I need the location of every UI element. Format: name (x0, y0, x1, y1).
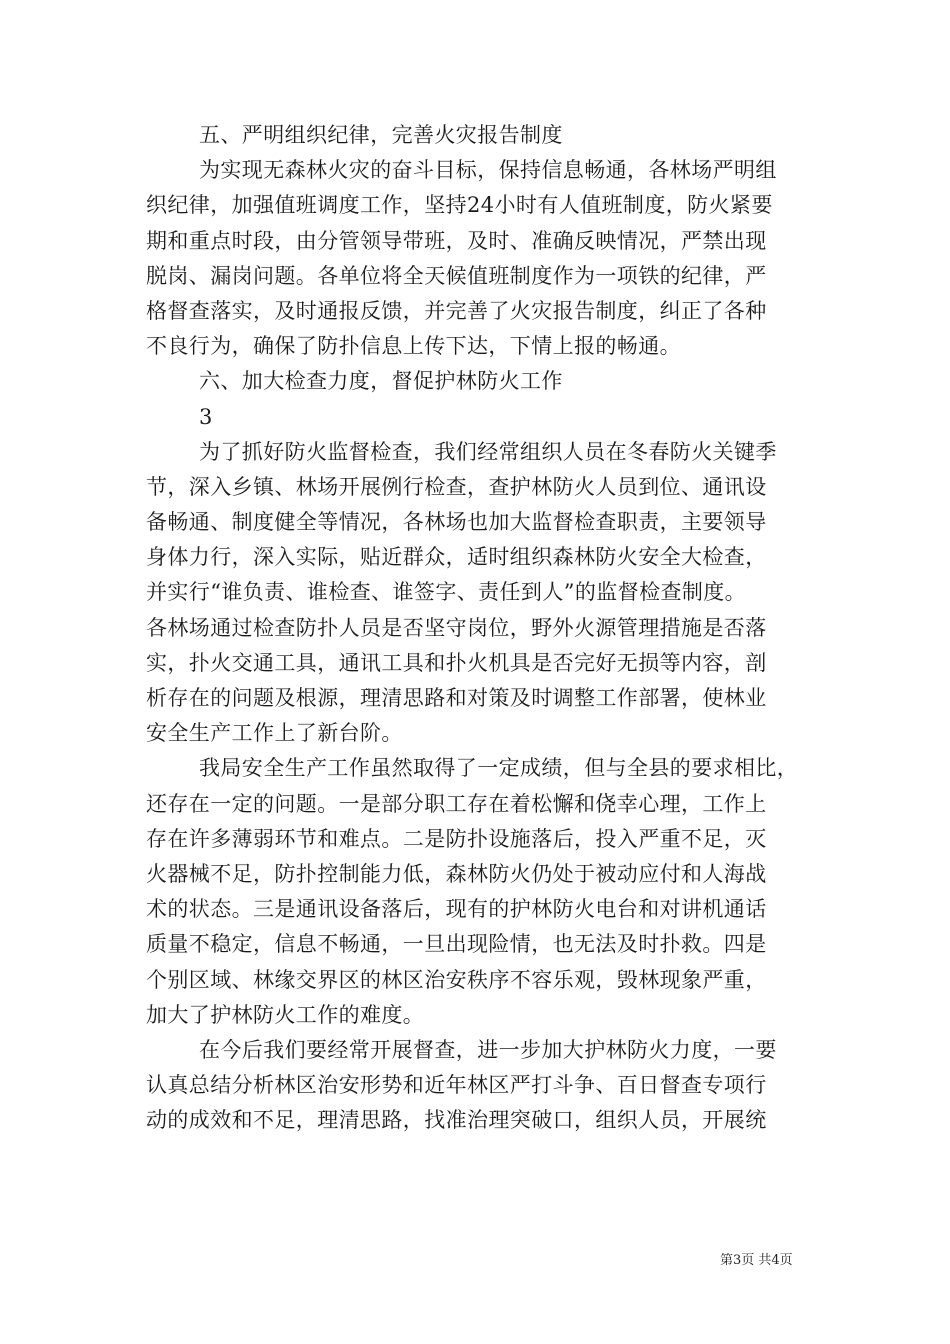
text-line: 节，深入乡镇、林场开展例行检查，查护林防火人员到位、通讯设 (146, 474, 767, 499)
text-line: 质量不稳定，信息不畅通，一旦出现险情，也无法及时扑救。四是 (146, 932, 767, 957)
page-number: 第3页 共4页 (720, 1253, 793, 1268)
text-line: 火器械不足，防扑控制能力低，森林防火仍处于被动应付和人海战 (146, 861, 767, 886)
text-line: 安全生产工作上了新台阶。 (146, 721, 403, 746)
text-line: 织纪律，加强值班调度工作，坚持24小时有人值班制度，防火紧要 (146, 193, 773, 218)
text-line: 我局安全生产工作虽然取得了一定成绩，但与全县的要求相比， (199, 756, 799, 781)
text-line: 加大了护林防火工作的难度。 (146, 1002, 425, 1027)
text-line: 身体力行，深入实际，贴近群众，适时组织森林防火安全大检查， (146, 545, 767, 570)
text-line: 3 (199, 404, 213, 429)
text-line: 还存在一定的问题。一是部分职工存在着松懈和侥幸心理，工作上 (146, 791, 767, 816)
text-line: 六、加大检查力度，督促护林防火工作 (199, 369, 563, 394)
text-line: 不良行为，确保了防扑信息上传下达，下情上报的畅通。 (146, 334, 681, 359)
text-line: 各林场通过检查防扑人员是否坚守岗位，野外火源管理措施是否落 (146, 615, 767, 640)
text-line: 术的状态。三是通讯设备落后，现有的护林防火电台和对讲机通话 (146, 897, 767, 922)
text-line: 为了抓好防火监督检查，我们经常组织人员在冬春防火关键季 (199, 439, 777, 464)
text-line: 备畅通、制度健全等情况，各林场也加大监督检查职责，主要领导 (146, 510, 767, 535)
text-line: 个别区域、林缘交界区的林区治安秩序不容乐观，毁林现象严重， (146, 967, 767, 992)
text-line: 五、严明组织纪律，完善火灾报告制度 (199, 123, 563, 147)
text-line: 为实现无森林火灾的奋斗目标，保持信息畅通，各林场严明组 (199, 158, 777, 183)
text-line: 在今后我们要经常开展督查，进一步加大护林防火力度，一要 (199, 1037, 777, 1062)
text-line: 脱岗、漏岗问题。各单位将全天候值班制度作为一项铁的纪律，严 (146, 263, 767, 288)
text-line: 动的成效和不足，理清思路，找准治理突破口，组织人员，开展统 (146, 1108, 767, 1133)
text-line: 并实行“谁负责、谁检查、谁签字、责任到人”的监督检查制度。 (146, 580, 747, 605)
text-line: 格督查落实，及时通报反馈，并完善了火灾报告制度，纠正了各种 (146, 298, 767, 323)
text-line: 存在许多薄弱环节和难点。二是防扑设施落后，投入严重不足，灭 (146, 826, 767, 851)
document-body (146, 118, 806, 1138)
text-line: 实，扑火交通工具，通讯工具和扑火机具是否完好无损等内容，剖 (146, 650, 767, 675)
text-line: 期和重点时段，由分管领导带班，及时、准确反映情况，严禁出现 (146, 228, 767, 253)
text-line: 认真总结分析林区治安形势和近年林区严打斗争、百日督查专项行 (146, 1073, 767, 1098)
text-line: 析存在的问题及根源，理清思路和对策及时调整工作部署，使林业 (146, 686, 767, 710)
